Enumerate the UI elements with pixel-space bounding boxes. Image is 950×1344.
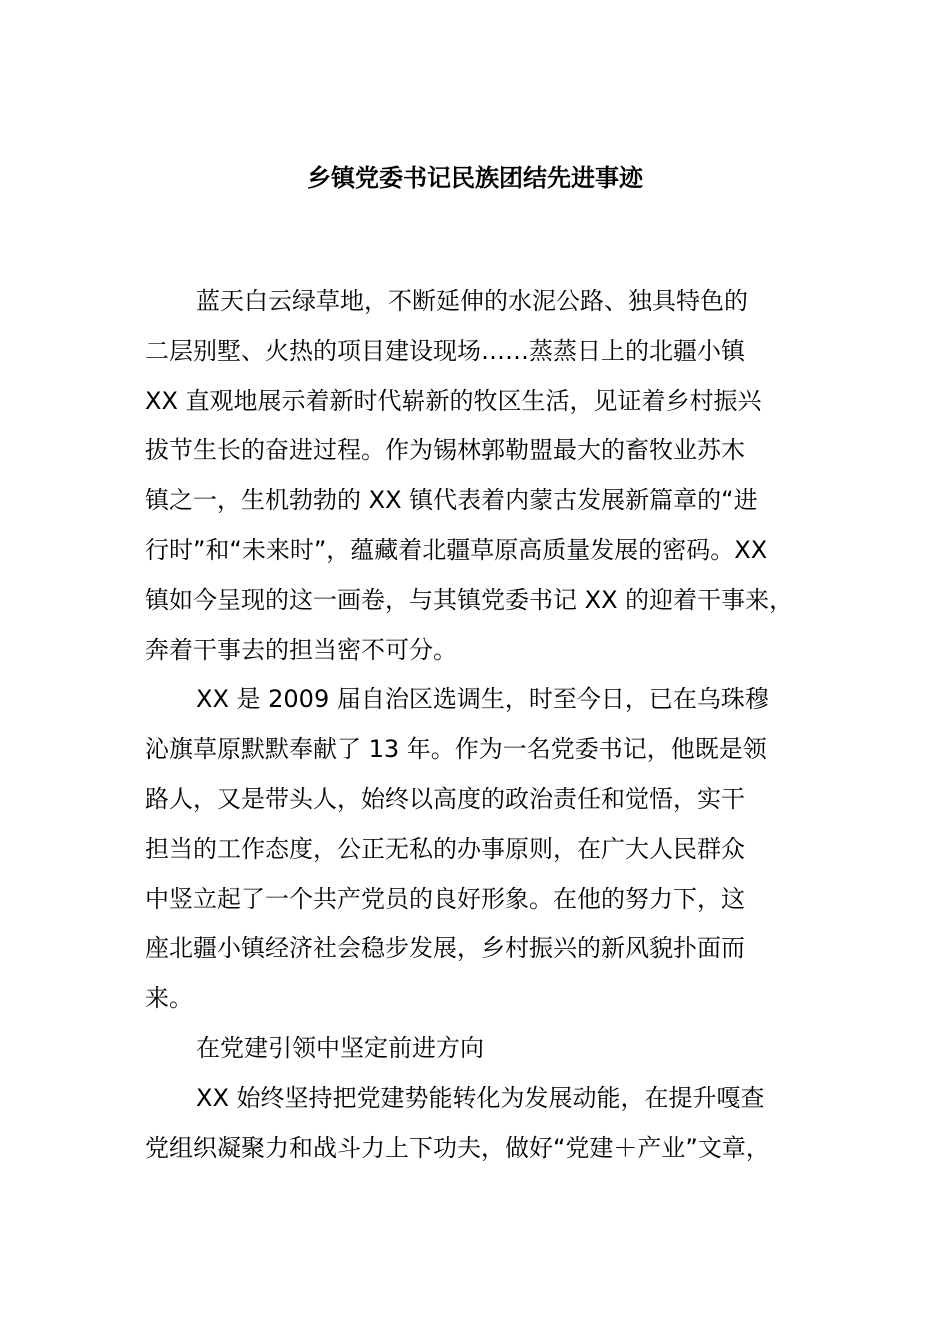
paragraph-line: 二层别墅、火热的项目建设现场……蒸蒸日上的北疆小镇 <box>145 336 745 365</box>
paragraph-line: XX 是 2009 届自治区选调生，时至今日，已在乌珠穆 <box>196 685 769 714</box>
paragraph-line: 行时”和“未来时”，蕴藏着北疆草原高质量发展的密码。XX <box>145 535 768 564</box>
paragraph-line: 镇之一，生机勃勃的 XX 镇代表着内蒙古发展新篇章的“进 <box>145 486 758 515</box>
paragraph-line: 路人，又是带头人，始终以高度的政治责任和觉悟，实干 <box>145 784 745 813</box>
document-body <box>145 277 835 1173</box>
document-title: 乡镇党委书记民族团结先进事迹 <box>307 164 643 192</box>
paragraph-line: XX 直观地展示着新时代崭新的牧区生活，见证着乡村振兴 <box>145 386 762 415</box>
paragraph-line: XX 始终坚持把党建势能转化为发展动能，在提升嘎查 <box>196 1083 765 1112</box>
paragraph-line: 座北疆小镇经济社会稳步发展，乡村振兴的新风貌扑面而 <box>145 934 745 963</box>
paragraph-line: 奔着干事去的担当密不可分。 <box>145 635 457 664</box>
paragraph-line: 来。 <box>145 984 193 1013</box>
paragraph-line: 中竖立起了一个共产党员的良好形象。在他的努力下，这 <box>145 884 745 913</box>
paragraph-line: 党组织凝聚力和战斗力上下功夫，做好“党建＋产业”文章， <box>145 1133 770 1162</box>
paragraph-line: 拔节生长的奋进过程。作为锡林郭勒盟最大的畜牧业苏木 <box>145 436 745 465</box>
paragraph-line: 蓝天白云绿草地，不断延伸的水泥公路、独具特色的 <box>196 287 748 315</box>
paragraph-line: 沁旗草原默默奉献了 13 年。作为一名党委书记，他既是领 <box>145 735 767 764</box>
section-heading: 在党建引领中坚定前进方向 <box>196 1033 484 1062</box>
paragraph-line: 担当的工作态度，公正无私的办事原则，在广大人民群众 <box>145 834 745 863</box>
paragraph-line: 镇如今呈现的这一画卷，与其镇党委书记 XX 的迎着干事来， <box>145 585 794 614</box>
